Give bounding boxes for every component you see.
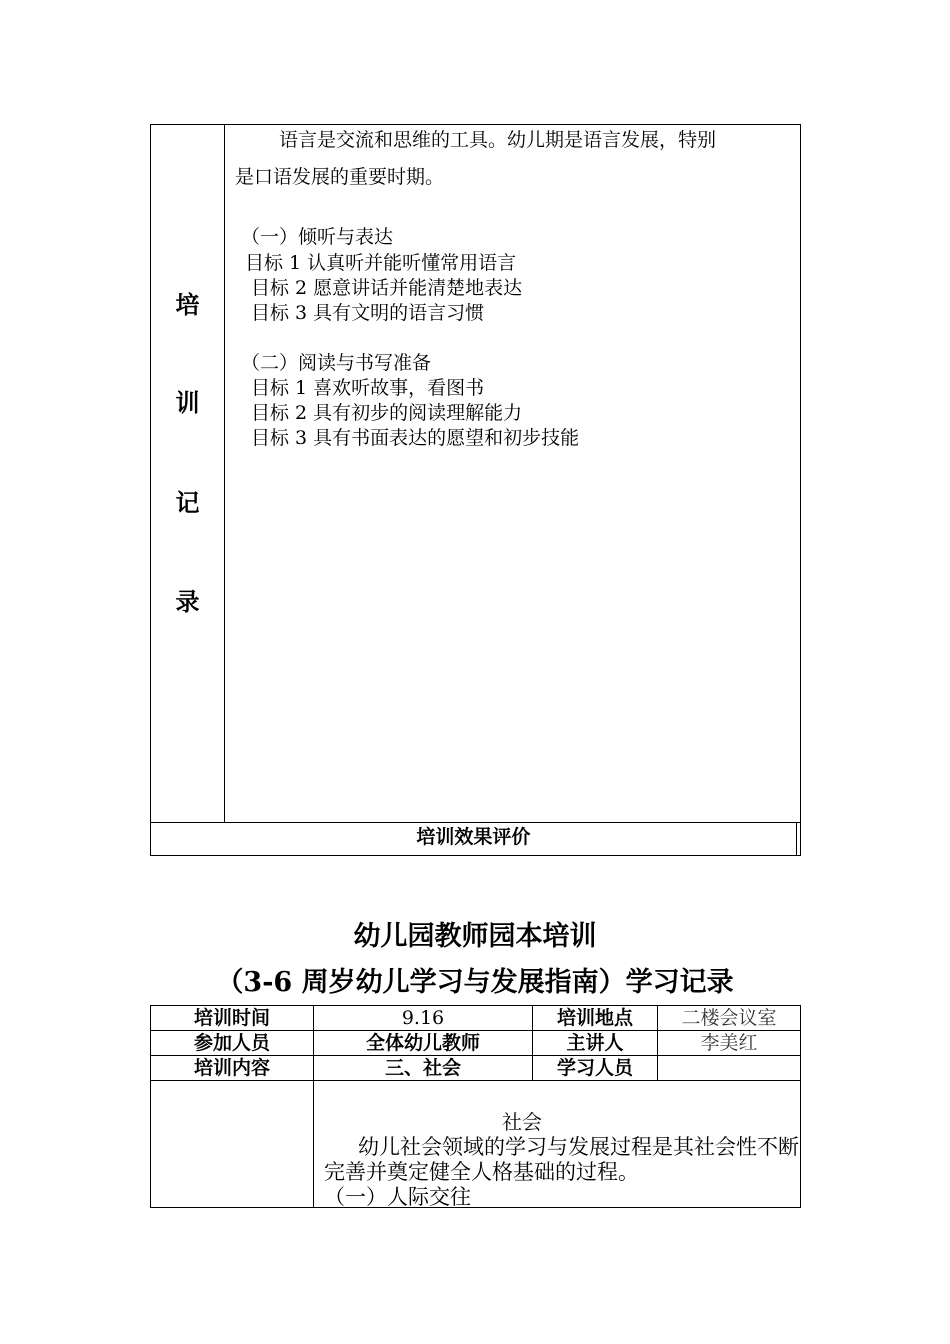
value-speaker: 李美红 [658,1031,801,1056]
group-2-goal-3: 目标 3 具有书面表达的愿望和初步技能 [251,427,580,449]
intro-line-2: 是口语发展的重要时期。 [235,166,445,188]
group-1-title: （一）倾听与表达 [241,226,394,248]
label-learners: 学习人员 [533,1056,658,1081]
info-row-3 [151,1056,801,1081]
group-1-goal-1: 目标 1 认真听并能听懂常用语言 [245,252,517,274]
record-content-cell [225,125,801,823]
page-title: 幼儿园教师园本培训 [353,921,597,952]
social-heading: 社会 [502,1110,542,1134]
training-record-table [150,124,801,856]
value-training-time: 9.16 [314,1006,533,1031]
label-training-content: 培训内容 [151,1056,314,1081]
social-label-cell [151,1081,314,1208]
label-speaker: 主讲人 [533,1031,658,1056]
info-row-2 [151,1031,801,1056]
label-training-time: 培训时间 [151,1006,314,1031]
social-content-cell [314,1081,801,1208]
social-para-line-1: 幼儿社会领域的学习与发展过程是其社会性不断 [358,1135,799,1159]
evaluation-value [796,823,800,856]
page-subtitle: （3-6 周岁幼儿学习与发展指南）学习记录 [216,967,734,998]
value-training-content: 三、社会 [314,1056,533,1081]
value-participants: 全体幼儿教师 [314,1031,533,1056]
record-label-char-3: 记 [175,489,200,517]
study-record-table [150,1005,801,1208]
value-training-location: 二楼会议室 [658,1006,801,1031]
social-sub-1: （一）人际交往 [324,1185,471,1209]
value-learners [658,1056,801,1081]
record-label-char-4: 录 [175,588,200,616]
label-training-location: 培训地点 [533,1006,658,1031]
label-participants: 参加人员 [151,1031,314,1056]
group-2-goal-2: 目标 2 具有初步的阅读理解能力 [251,402,523,424]
info-row-1 [151,1006,801,1031]
record-label-char-1: 培 [175,291,200,319]
group-2-title: （二）阅读与书写准备 [241,352,432,374]
group-1-goal-3: 目标 3 具有文明的语言习惯 [251,302,485,324]
record-label-cell [151,125,225,823]
social-para-line-2: 完善并奠定健全人格基础的过程。 [324,1160,639,1184]
record-label-char-2: 训 [175,389,200,417]
evaluation-label: 培训效果评价 [151,823,797,856]
group-1-goal-2: 目标 2 愿意讲话并能清楚地表达 [251,277,523,299]
group-2-goal-1: 目标 1 喜欢听故事，看图书 [251,377,485,399]
intro-line-1: 语言是交流和思维的工具。幼儿期是语言发展，特别 [279,129,717,151]
